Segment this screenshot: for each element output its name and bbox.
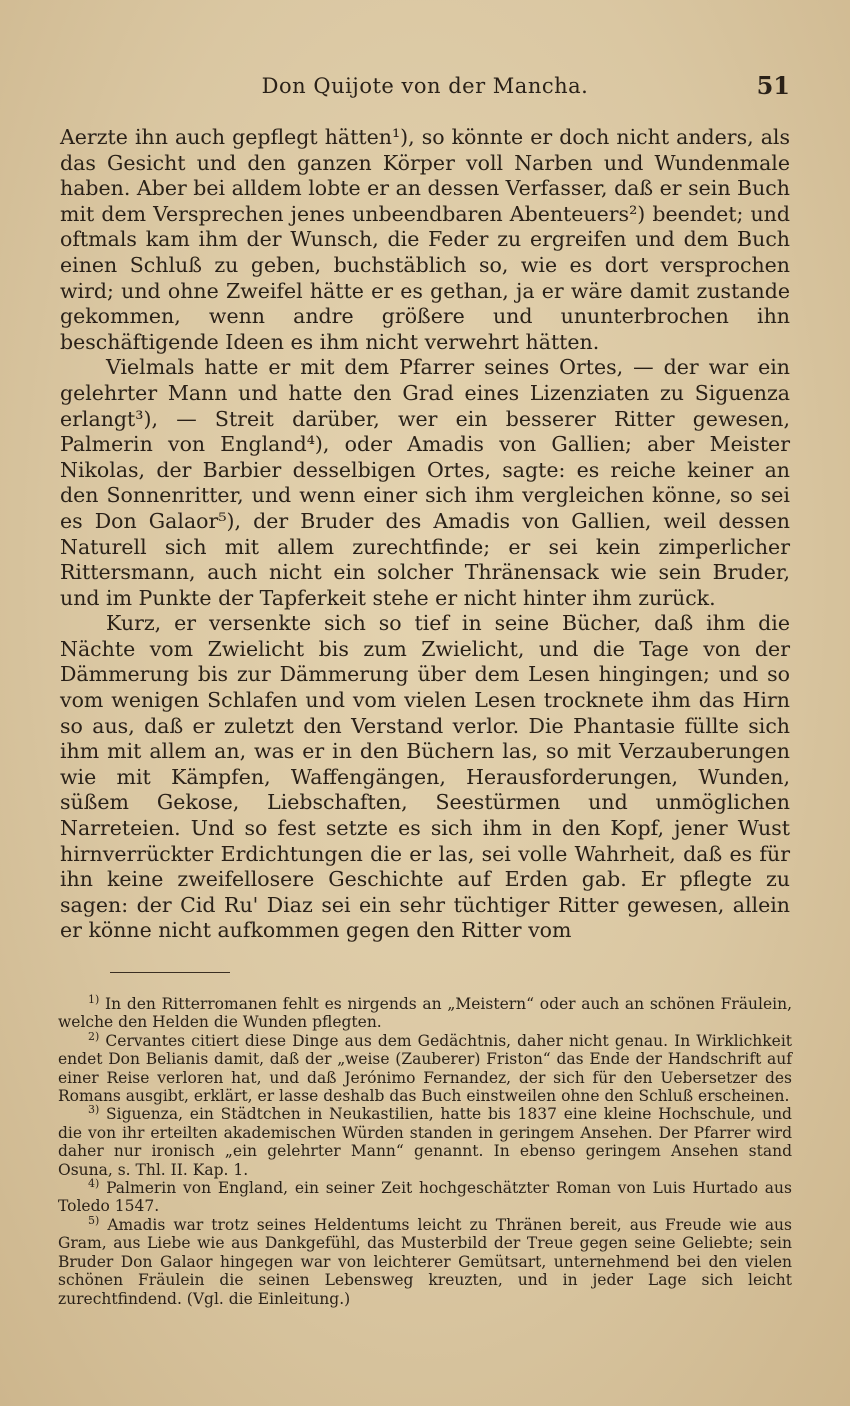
footnote-text: In den Ritterromanen fehlt es nirgends an „Meistern“ oder auch an schönen Fräulein, welche den Helden die Wunden pflegten. bbox=[58, 995, 792, 1032]
footnote-5 bbox=[58, 1213, 792, 1308]
footnote-text: Cervantes citiert diese Dinge aus dem Gedächtnis, daher nicht genau. In Wirklichkeit endet Don Belianis damit, daß der „weise (Zauberer) Friston“ das Ende der Handschrift auf einer Reise verloren hat, und daß Jerónimo Fernandez, der sich für den Uebersetzer des Romans ausgibt, erklärt, er lasse deshalb das Buch einstweilen ohne den Schluß erscheinen. bbox=[58, 1031, 793, 1106]
footnote-number: 2) bbox=[88, 1029, 100, 1043]
footnotes bbox=[58, 992, 793, 1308]
footnote-number: 1) bbox=[88, 992, 100, 1006]
page-number: 51 bbox=[756, 71, 790, 100]
paragraph-2: Vielmals hatte er mit dem Pfarrer seines Ortes, — der war ein gelehrter Mann und hatte den Grad eines Lizenziaten zu Siguenza erlangt³), — Streit darüber, wer ein besserer Ritter gewesen, Palmerin von England⁴), oder Amadis von Gallien; aber Meister Nikolas, der Barbier desselbigen Ortes, sagte: es reiche keiner an den Sonnenritter, und wenn einer sich ihm vergleichen könne, so sei es Don Galaor⁵), der Bruder des Amadis von Gallien, weil dessen Naturell sich mit allem zurechtfinde; er sei kein zimperlicher Rittersmann, auch nicht ein solcher Thränensack wie sein Bruder, und im Punkte der Tapferkeit stehe er nicht hinter ihm zurück. bbox=[60, 355, 790, 610]
page-header bbox=[60, 70, 790, 102]
footnote-2 bbox=[58, 1029, 793, 1106]
footnote-text: Amadis war trotz seines Heldentums leicht zu Thränen bereit, aus Freude wie aus Gram, aus Liebe wie aus Dankgefühl, das Musterbild der Treue gegen seine Geliebte; sein Bruder Don Galaor hingegen war von leichterer Gemütsart, unternehmend bei den vielen schönen Fräulein die seinen Lebensweg kreuzten, und in jeder Lage sich leicht zurechtfindend. (Vgl. die Einleitung.) bbox=[58, 1215, 792, 1308]
footnote-text: Siguenza, ein Städtchen in Neukastilien, hatte bis 1837 eine kleine Hochschule, und die von ihr erteilten akademischen Würden standen in geringem Ansehen. Der Pfarrer wird daher nur ironisch „ein gelehrter Mann“ genannt. In ebenso geringem Ansehen stand Osuna, s. Thl. II. Kap. 1. bbox=[58, 1105, 792, 1179]
body-text bbox=[60, 125, 790, 944]
paragraph-3: Kurz, er versenkte sich so tief in seine Bücher, daß ihm die Nächte vom Zwielicht bis zum Zwielicht, und die Tage von der Dämmerung bis zur Dämmerung über dem Lesen hingingen; und so vom wenigen Schlafen und vom vielen Lesen trocknete ihm das Hirn so aus, daß er zuletzt den Verstand verlor. Die Phantasie füllte sich ihm mit allem an, was er in den Büchern las, so mit Verzauberungen wie mit Kämpfen, Waffengängen, Herausforderungen, Wunden, süßem Gekose, Liebschaften, Seestürmen und unmöglichen Narreteien. Und so fest setzte es sich ihm in den Kopf, jener Wust hirnverrückter Erdichtungen die er las, sei volle Wahrheit, daß es für ihn keine zweifellosere Geschichte auf Erden gab. Er pflegte zu sagen: der Cid Ru' Diaz sei ein sehr tüchtiger Ritter gewesen, allein er könne nicht aufkommen gegen den Ritter vom bbox=[60, 611, 790, 943]
footnote-1 bbox=[58, 992, 792, 1032]
footnote-text: Palmerin von England, ein seiner Zeit hochgeschätzter Roman von Luis Hurtado aus Toledo 1547. bbox=[58, 1179, 792, 1216]
footnote-divider bbox=[110, 972, 230, 973]
paragraph-1: Aerzte ihn auch gepflegt hätten¹), so könnte er doch nicht anders, als das Gesicht und den ganzen Körper voll Narben und Wundenmale haben. Aber bei alldem lobte er an dessen Verfasser, daß er sein Buch mit dem Versprechen jenes unbeendbaren Abenteuers²) beendet; und oftmals kam ihm der Wunsch, die Feder zu ergreifen und dem Buch einen Schluß zu geben, buchstäblich so, wie es dort versprochen wird; und ohne Zweifel hätte er es gethan, ja er wäre damit zustande gekommen, wenn andre größere und ununterbrochen ihn beschäftigende Ideen es ihm nicht verwehrt hätten. bbox=[60, 125, 790, 354]
footnote-4 bbox=[58, 1176, 792, 1216]
running-title: Don Quijote von der Mancha. bbox=[261, 74, 589, 98]
footnote-number: 3) bbox=[88, 1103, 100, 1117]
footnote-number: 4) bbox=[88, 1176, 100, 1190]
footnote-3 bbox=[58, 1105, 792, 1179]
footnote-number: 5) bbox=[88, 1213, 100, 1227]
